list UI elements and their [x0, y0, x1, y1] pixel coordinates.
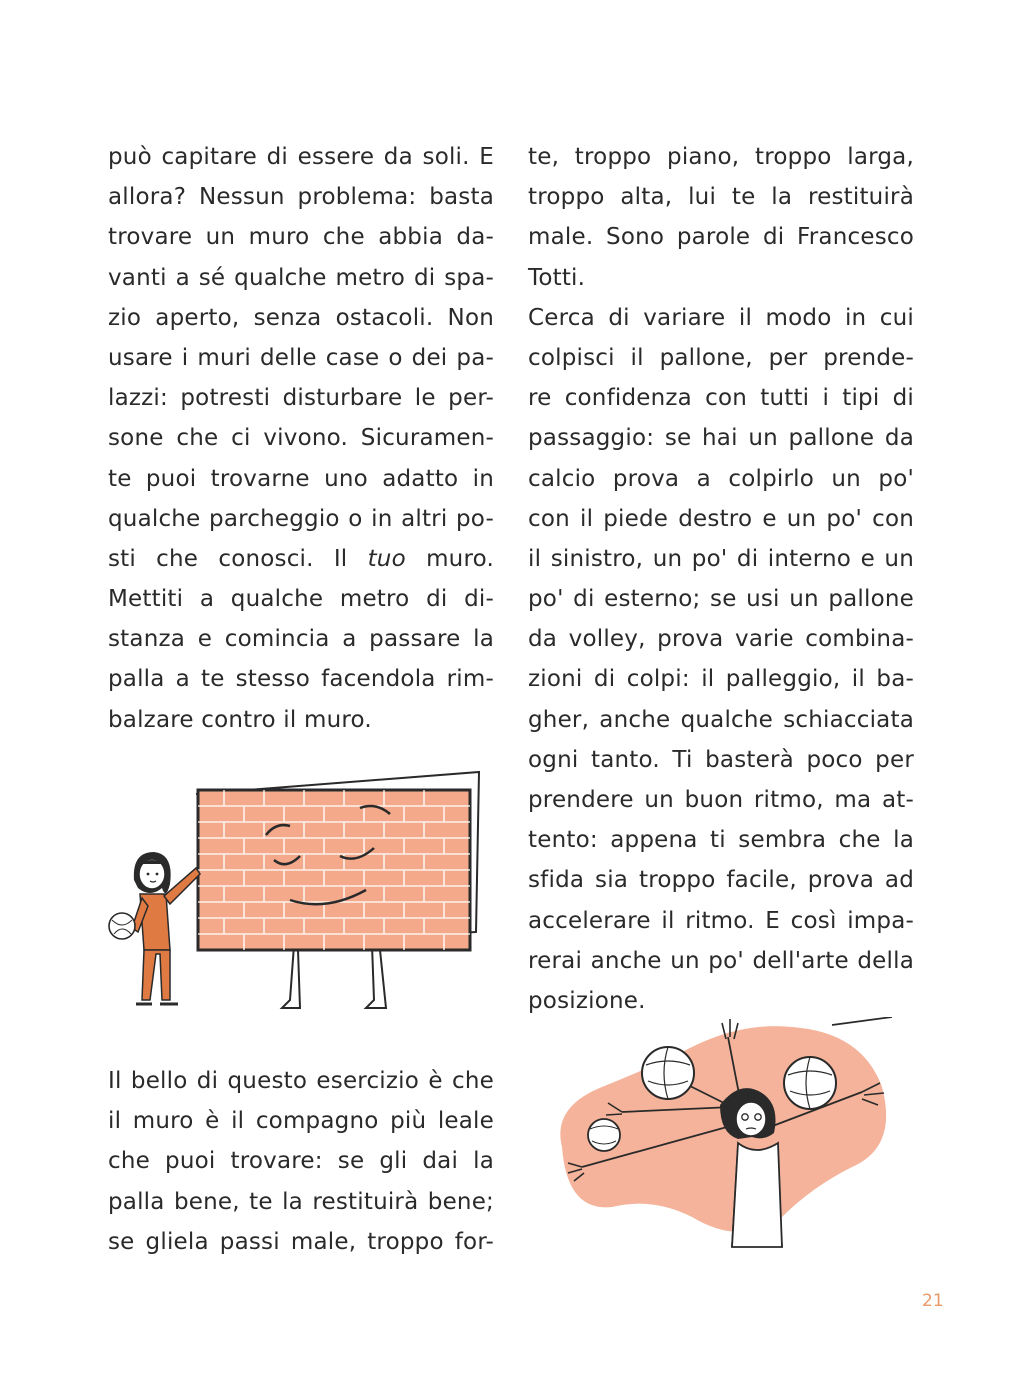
text-line: male. Sono parole di Francesco — [528, 224, 914, 251]
text-line: colpisci il pallone, per prende- — [528, 344, 914, 371]
text-line: te puoi trovarne uno adatto in — [108, 465, 494, 492]
text-line: tento: appena ti sembra che la — [528, 827, 914, 854]
volleyball-icon — [588, 1119, 620, 1151]
text-line: rerai anche un po' dell'arte della — [528, 947, 914, 974]
text-line: Totti. — [528, 264, 586, 291]
text-line: allora? Nessun problema: basta — [108, 184, 494, 211]
text-line: balzare contro il muro. — [108, 706, 372, 733]
text-line: prendere un buon ritmo, ma at- — [528, 787, 914, 813]
brick-wall-face — [198, 790, 470, 950]
text-line: con il piede destro e un po' con — [528, 505, 914, 532]
left-column-top — [108, 137, 494, 740]
text-line: se gliela passi male, troppo for- — [108, 1228, 494, 1255]
text-line: sone che ci vivono. Sicuramen- — [108, 425, 494, 452]
left-column-bottom — [108, 1061, 494, 1262]
text-line: calcio prova a colpirlo un po' — [528, 465, 914, 492]
volleyball-player-illustration — [542, 1017, 898, 1249]
text-line: Il bello di questo esercizio è che — [108, 1068, 494, 1094]
text-line: ogni tanto. Ti basterà poco per — [528, 746, 914, 773]
text-line: sfida sia troppo facile, prova ad — [528, 867, 914, 894]
text-line: può capitare di essere da soli. E — [108, 144, 494, 170]
volleyball-icon — [642, 1047, 694, 1099]
text-line: stanza e comincia a passare la — [108, 626, 494, 653]
right-column — [528, 137, 914, 1021]
text-line: lazzi: potresti disturbare le per- — [108, 385, 494, 412]
text-line: gher, anche qualche schiacciata — [528, 706, 914, 733]
text-line: zioni di colpi: il palleggio, il ba- — [528, 666, 914, 693]
text-line: passaggio: se hai un pallone da — [528, 425, 914, 452]
page-number: 21 — [922, 1291, 944, 1311]
text-line: accelerare il ritmo. E così impa- — [528, 907, 914, 934]
text-line: il muro è il compagno più leale — [108, 1108, 494, 1135]
volleyball-icon — [784, 1057, 836, 1109]
text-line: po' di esterno; se usi un pallone — [528, 586, 914, 613]
text-line: vanti a sé qualche metro di spa- — [108, 264, 494, 291]
text-line: te, troppo piano, troppo larga, — [528, 144, 914, 170]
text-line: palla a te stesso facendola rim- — [108, 666, 494, 693]
text-line: usare i muri delle case o dei pa- — [108, 344, 494, 371]
text-line: qualche parcheggio o in altri po- — [108, 505, 494, 532]
text-line: Mettiti a qualche metro di di- — [108, 586, 494, 613]
girl-figure — [109, 852, 200, 1004]
text-line: che puoi trovare: se gli dai la — [108, 1148, 494, 1175]
smiling-wall-illustration — [104, 760, 489, 1022]
text-line: re confidenza con tutti i tipi di — [528, 385, 914, 412]
text-line: palla bene, te la restituirà bene; — [108, 1188, 494, 1215]
text-line: da volley, prova varie combina- — [528, 626, 914, 653]
text-line: trovare un muro che abbia da- — [108, 224, 494, 251]
text-line: troppo alta, lui te la restituirà — [528, 184, 914, 211]
text-line: Cerca di variare il modo in cui — [528, 304, 914, 331]
text-line: posizione. — [528, 987, 646, 1014]
text-line: zio aperto, senza ostacoli. Non — [108, 304, 494, 331]
text-line: il sinistro, un po' di interno e un — [528, 545, 914, 572]
text-line: sti che conosci. Il tuo muro. — [108, 545, 494, 572]
